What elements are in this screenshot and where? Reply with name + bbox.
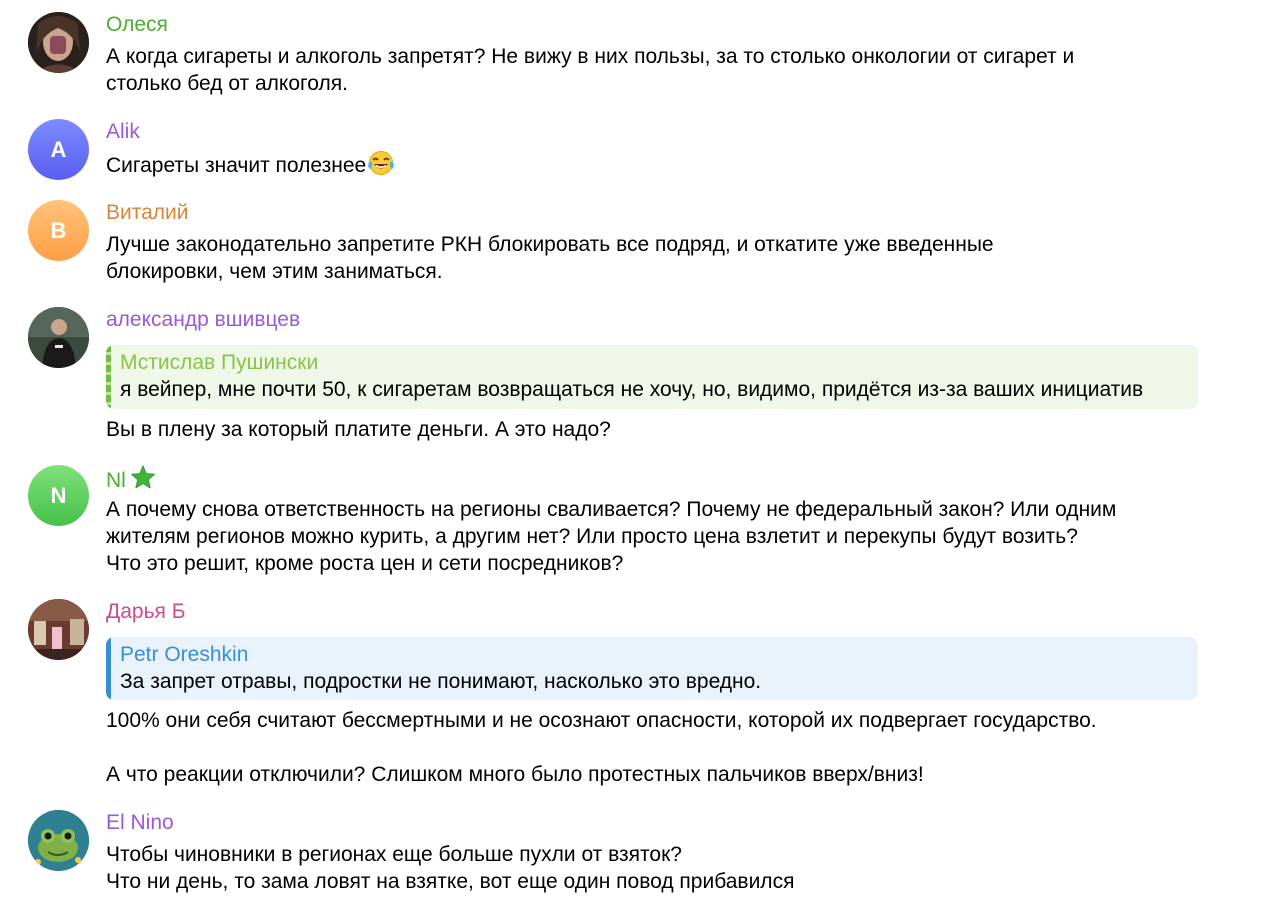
avatar-el-nino[interactable] (28, 810, 89, 871)
avatar-vitaliy[interactable] (28, 200, 89, 261)
avatar-letter: B (50, 217, 67, 243)
user-photo-icon (28, 599, 89, 660)
reply-author: Petr Oreshkin (120, 643, 249, 666)
reply-text: За запрет отравы, подростки не понимают, насколько это вредно. (120, 670, 762, 693)
reply-quote[interactable] (106, 637, 1198, 700)
message-text: 100% они себя считают бессмертными и не осознают опасности, которой их подвергает государство. А что реакции отключили? Слишком много было протестных пальчиков вверх/вниз! (106, 709, 1097, 786)
message-author[interactable]: Олеся (106, 13, 168, 36)
message-author[interactable]: El Nino (106, 811, 174, 834)
face-with-tears-of-joy-icon (367, 150, 395, 183)
message-text: Лучше законодательно запретите РКН блокировать все подряд, и откатите уже введенные блокировки, чем этим заниматься. (106, 233, 994, 283)
avatar-aleksandr[interactable] (28, 307, 89, 368)
message-author: Nl (106, 469, 126, 492)
message-author[interactable]: Дарья Б (106, 600, 186, 623)
user-photo-icon (28, 307, 89, 368)
avatar-olesya[interactable] (28, 12, 89, 73)
reply-quote[interactable] (106, 345, 1198, 409)
avatar-letter: A (50, 136, 67, 162)
message-text (106, 150, 1216, 183)
message-author[interactable]: Alik (106, 120, 140, 143)
avatar-alik[interactable] (28, 119, 89, 180)
message-text-content: Сигареты значит полезнее (106, 154, 367, 177)
avatar-darya[interactable] (28, 599, 89, 660)
message-text: Вы в плену за который платите деньги. А это надо? (106, 418, 611, 441)
avatar-nl[interactable] (28, 465, 89, 526)
message-author[interactable]: александр вшивцев (106, 308, 301, 331)
reply-quote-bar (106, 637, 111, 700)
message-text: А когда сигареты и алкоголь запретят? Не вижу в них пользы, за то столько онкологии от сигарет и столько бед от алкоголя. (106, 45, 1075, 95)
avatar-letter: N (50, 482, 67, 508)
reply-author: Мстислав Пушински (120, 351, 319, 374)
star-icon (130, 465, 156, 497)
message-author-row[interactable] (106, 465, 156, 497)
frog-avatar-icon (28, 810, 89, 871)
reply-quote-bar (106, 345, 111, 409)
message-text: Чтобы чиновники в регионах еще больше пухли от взяток? Что ни день, то зама ловят на взятке, вот еще один повод прибавился (106, 843, 795, 893)
message-text: А почему снова ответственность на регионы сваливается? Почему не федеральный закон? Или одним жителям регионов можно курить, а другим нет? Или просто цена взлетит и перекупы будут возить? Что это решит, кроме роста цен и сети посредников? (106, 498, 1117, 575)
user-photo-icon (28, 12, 89, 73)
reply-text: я вейпер, мне почти 50, к сигаретам возвращаться не хочу, но, видимо, придётся из-за ваших инициатив (120, 378, 1144, 401)
message-author[interactable]: Виталий (106, 201, 189, 224)
